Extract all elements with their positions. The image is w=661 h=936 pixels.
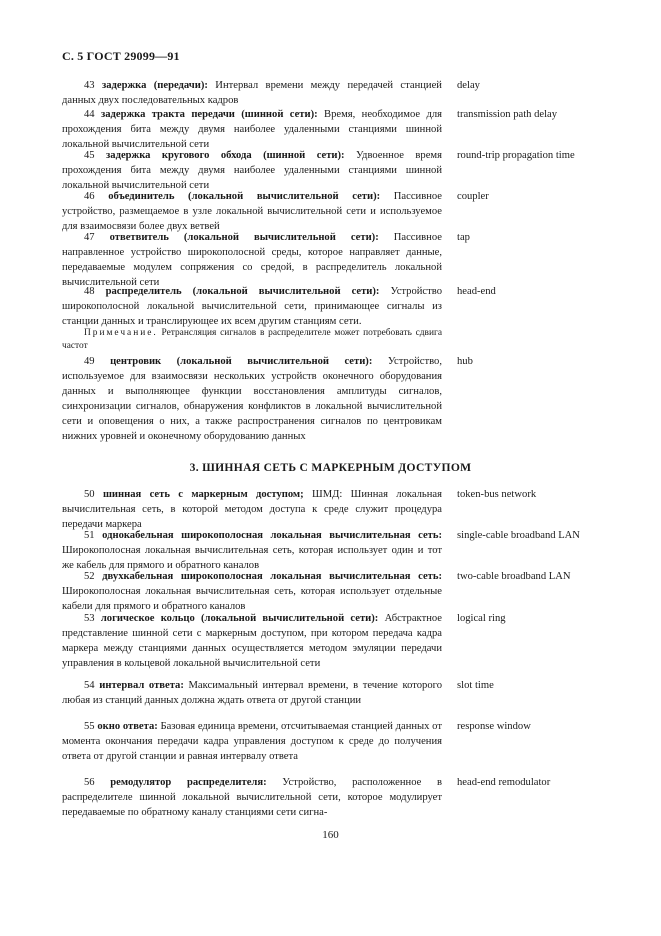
entry-definition <box>62 107 442 152</box>
entry-english-term: head-end remodulator <box>457 777 551 788</box>
entry-english-term: round-trip propagation time <box>457 150 575 161</box>
entry-number: 54 <box>84 680 95 691</box>
entry-english-term: logical ring <box>457 613 506 624</box>
note-text: Ретрансляция сигналов в распределителе может потребовать сдвига частот <box>62 328 442 351</box>
entry-english-term: slot time <box>457 680 494 691</box>
entry-text: Пассивное направленное устройство широкополосной среды, которое направляет данные, передаваемые модулем сопряжения со средой, в распределитель локальной вычислительной сети <box>62 232 442 288</box>
entry-english-term: head-end <box>457 286 496 297</box>
entry-definition <box>62 719 442 764</box>
entry-english-term: single-cable broadband LAN <box>457 530 580 541</box>
entry-text: Устройство, используемое для взаимосвязи нескольких устройств оконечного оборудования данных и выполняющее функции восстановления амплитуды сигналов, синхронизации сигналов, обнаружения конфликтов в локальной вычислительной сети и оповещения о них, а также распространения сигналов по центровикам нижних уровней и оконечному оборудованию данных <box>62 356 442 442</box>
entry-definition <box>62 611 442 671</box>
entry-number: 51 <box>84 530 95 541</box>
section-title: 3. ШИННАЯ СЕТЬ С МАРКЕРНЫМ ДОСТУПОМ <box>189 461 472 474</box>
entry-term: окно ответа: <box>97 721 158 732</box>
entry-text: Время, необходимое для прохождения бита между двумя наиболее удаленными станциями шинной локальной вычислительной сети <box>62 109 442 150</box>
entry-term: задержка кругового обхода (шинной сети): <box>106 150 345 161</box>
entry-english-term: tap <box>457 232 470 243</box>
entry-number: 48 <box>84 286 95 297</box>
entry-text: Устройство широкополосной локальной вычислительной сети, принимающее сигналы из станции данных и транслирующее их всем другим станциям сети. <box>62 286 442 327</box>
entry-term: двухкабельная широкополосная локальная вычислительная сеть: <box>102 571 442 582</box>
entry-term: шинная сеть с маркерным доступом; <box>102 489 304 500</box>
entry-text: Абстрактное представление шинной сети с маркерным доступом, при котором передача кадра маркера между станциями данных осуществляется методом эмуляции передачи управления в кольцевой локальной вычислительной сети <box>62 613 442 669</box>
entry-english-term: transmission path delay <box>457 109 558 120</box>
entry-term: объединитель (локальной вычислительной сети): <box>108 191 381 202</box>
entry-term: распределитель (локальной вычислительной сети): <box>105 286 380 297</box>
entry-term: интервал ответа: <box>99 680 184 691</box>
note-label: Примечание. <box>84 328 158 338</box>
entry-definition <box>62 528 442 573</box>
entry-number: 47 <box>84 232 95 243</box>
entry-definition <box>62 148 442 193</box>
entry-term: задержка тракта передачи (шинной сети): <box>100 109 318 120</box>
entry-english-term: delay <box>457 80 480 91</box>
entry-definition <box>62 284 442 329</box>
entry-english-term: response window <box>457 721 531 732</box>
entry-definition <box>62 189 442 234</box>
entry-text: Широкополосная локальная вычислительная сеть, которая использует один и тот же кабель для прямого и обратного каналов <box>62 545 442 571</box>
entry-text: Устройство, расположенное в распределителе шинной локальной вычислительной сети, которое модулирует передаваемые по обратному каналу станциями сети сигна- <box>62 777 443 818</box>
entry-definition <box>62 354 442 444</box>
entry-number: 52 <box>84 571 95 582</box>
entry-english-term: hub <box>457 356 473 367</box>
entry-definition <box>62 487 442 532</box>
entry-number: 46 <box>84 191 95 202</box>
entry-number: 43 <box>84 80 95 91</box>
entry-english-term: coupler <box>457 191 489 202</box>
entry-text: Широкополосная локальная вычислительная сеть, которая использует отдельные кабели для прямого и обратного каналов <box>62 586 442 612</box>
entry-text: ШМД: Шинная локальная вычислительная сеть, в которой методом доступа к среде служит процедура передачи маркера <box>62 489 443 530</box>
entry-number: 56 <box>84 777 95 788</box>
entry-term: ответвитель (локальной вычислительной сети): <box>109 232 379 243</box>
page-header: С. 5 ГОСТ 29099—91 <box>62 49 180 63</box>
entry-definition <box>62 569 442 614</box>
entry-text: Интервал времени между передачей станцией данных двух последовательных кадров <box>62 80 442 106</box>
entry-english-term: token-bus network <box>457 489 537 500</box>
entry-definition <box>62 230 442 290</box>
entry-english-term: two-cable broadband LAN <box>457 571 571 582</box>
entry-number: 49 <box>84 356 95 367</box>
entry-number: 44 <box>84 109 95 120</box>
note <box>62 327 442 353</box>
entry-text: Пассивное устройство, размещаемое в узле локальной вычислительной сети и используемое для взаимосвязи более двух ветвей <box>62 191 443 232</box>
entry-term: ремодулятор распределителя: <box>110 777 267 788</box>
entry-definition <box>62 678 442 708</box>
entry-definition <box>62 775 442 820</box>
entry-term: центровик (локальной вычислительной сети): <box>110 356 373 367</box>
entry-number: 55 <box>84 721 95 732</box>
entry-number: 45 <box>84 150 95 161</box>
entry-text: Максимальный интервал времени, в течение которого любая из станций данных должна ждать ответа от другой станции <box>62 680 443 706</box>
entry-number: 50 <box>84 489 95 500</box>
entry-term: задержка (передачи): <box>101 80 208 91</box>
entry-definition <box>62 78 442 108</box>
entry-text: Базовая единица времени, отсчитываемая станцией данных от момента окончания передачи кадра управления доступом к среде до получения ответа от другой станции и равная интервалу ответа <box>62 721 442 762</box>
entry-term: логическое кольцо (локальной вычислительной сети): <box>100 613 379 624</box>
entry-number: 53 <box>84 613 95 624</box>
entry-text: Удвоенное время прохождения бита между двумя наиболее удаленными станциями шинной локальной вычислительной сети <box>62 150 442 191</box>
page-number: 160 <box>322 829 339 841</box>
entry-term: однокабельная широкополосная локальная вычислительная сеть: <box>102 530 442 541</box>
